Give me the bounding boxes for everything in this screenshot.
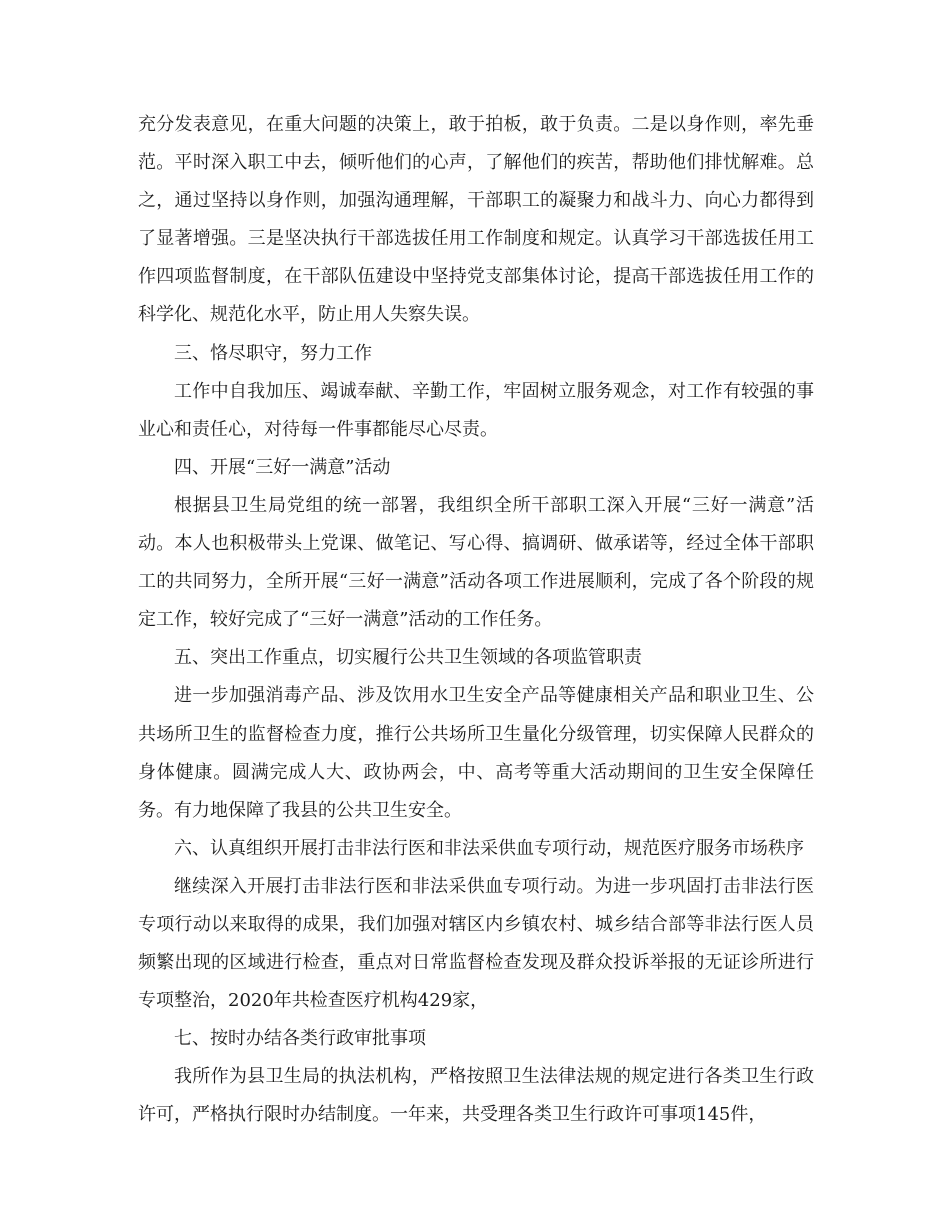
paragraph-section-five: 进一步加强消毒产品、涉及饮用水卫生安全产品等健康相关产品和职业卫生、公共场所卫生的监督检查力度，推行公共场所卫生量化分级管理，切实保障人民群众的身体健康。圆满完成人大、政协两会，中、高考等重大活动期间的卫生安全保障任务。有力地保障了我县的公共卫生安全。	[138, 685, 814, 821]
heading-section-four: 四、开展“三好一满意”活动	[174, 456, 391, 478]
heading-section-six: 六、认真组织开展打击非法行医和非法采供血专项行动，规范医疗服务市场秩序	[174, 837, 804, 859]
paragraph-section-six: 继续深入开展打击非法行医和非法采供血专项行动。为进一步巩固打击非法行医专项行动以来取得的成果，我们加强对辖区内乡镇农村、城乡结合部等非法行医人员频繁出现的区域进行检查，重点对日常监督检查发现及群众投诉举报的无证诊所进行专项整治，2020年共检查医疗机构429家，	[138, 875, 814, 1012]
document-body	[138, 106, 814, 1135]
heading-section-five: 五、突出工作重点，切实履行公共卫生领域的各项监管职责	[174, 647, 642, 669]
paragraph-section-seven: 我所作为县卫生局的执法机构，严格按照卫生法律法规的规定进行各类卫生行政许可，严格执行限时办结制度。一年来，共受理各类卫生行政许可事项145件，	[138, 1066, 814, 1126]
paragraph-section-four: 根据县卫生局党组的统一部署，我组织全所干部职工深入开展“三好一满意”活动。本人也积极带头上党课、做笔记、写心得、搞调研、做承诺等，经过全体干部职工的共同努力，全所开展“三好一满意”活动各项工作进展顺利，完成了各个阶段的规定工作，较好完成了“三好一满意”活动的工作任务。	[138, 494, 814, 631]
heading-section-seven: 七、按时办结各类行政审批事项	[174, 1028, 426, 1050]
heading-section-three: 三、恪尽职守，努力工作	[174, 342, 372, 364]
paragraph-section-three: 工作中自我加压、竭诚奉献、辛勤工作，牢固树立服务观念，对工作有较强的事业心和责任心，对待每一件事都能尽心尽责。	[138, 380, 814, 440]
paragraph-cadre-work-continued: 充分发表意见，在重大问题的决策上，敢于拍板，敢于负责。二是以身作则，率先垂范。平时深入职工中去，倾听他们的心声，了解他们的疾苦，帮助他们排忧解难。总之，通过坚持以身作则，加强沟通理解，干部职工的凝聚力和战斗力、向心力都得到了显著增强。三是坚决执行干部选拔任用工作制度和规定。认真学习干部选拔任用工作四项监督制度，在干部队伍建设中坚持党支部集体讨论，提高干部选拔任用工作的科学化、规范化水平，防止用人失察失误。	[138, 114, 814, 326]
